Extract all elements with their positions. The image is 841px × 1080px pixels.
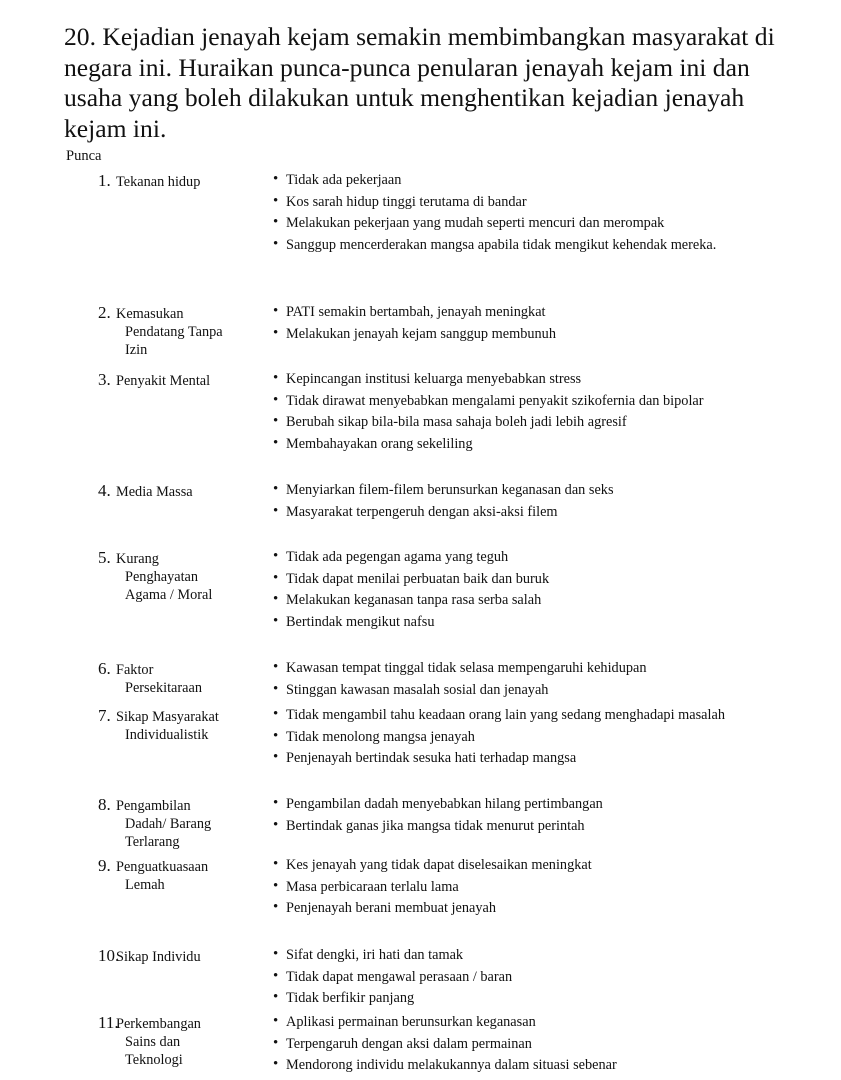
bullet-point: • PATI semakin bertambah, jenayah meningkat — [273, 303, 556, 325]
bullet-point: • Tidak ada pekerjaan — [273, 171, 716, 193]
cause-title-line: Kemasukan — [116, 306, 184, 322]
cause-points — [273, 795, 603, 838]
bullet-point: • Berubah sikap bila-bila masa sahaja boleh jadi lebih agresif — [273, 413, 704, 435]
bullet-point: • Kos sarah hidup tinggi terutama di bandar — [273, 193, 716, 215]
item-number: 2. — [98, 303, 111, 322]
cause-title-line: Lemah — [125, 877, 165, 893]
cause-points — [273, 548, 549, 634]
cause-points — [273, 946, 512, 1011]
bullet-point: • Melakukan jenayah kejam sanggup membunuh — [273, 325, 556, 347]
bullet-point: • Tidak dapat mengawal perasaan / baran — [273, 968, 512, 990]
cause-points — [273, 171, 716, 257]
item-number: 1. — [98, 171, 111, 190]
bullet-point: • Masa perbicaraan terlalu lama — [273, 878, 592, 900]
bullet-point: • Tidak menolong mangsa jenayah — [273, 728, 725, 750]
bullet-point: • Bertindak ganas jika mangsa tidak menurut perintah — [273, 817, 603, 839]
cause-title-line: Sains dan — [125, 1034, 181, 1050]
cause-title-line: Penguatkuasaan — [116, 859, 209, 875]
bullet-point: • Mendorong individu melakukannya dalam situasi sebenar — [273, 1056, 617, 1078]
bullet-point: • Tidak ada pegengan agama yang teguh — [273, 548, 549, 570]
bullet-point: • Masyarakat terpengeruh dengan aksi-aksi filem — [273, 503, 614, 525]
cause-title — [116, 483, 256, 501]
item-number: 10. — [98, 946, 120, 965]
cause-title-line: Teknologi — [125, 1052, 183, 1068]
bullet-point: • Stinggan kawasan masalah sosial dan jenayah — [273, 681, 647, 703]
cause-points — [273, 659, 647, 702]
item-number: 6. — [98, 659, 111, 678]
cause-title — [116, 173, 256, 191]
cause-title — [116, 948, 256, 966]
bullet-point: • Bertindak mengikut nafsu — [273, 613, 549, 635]
bullet-point: • Tidak berfikir panjang — [273, 989, 512, 1011]
bullet-point: • Penjenayah bertindak sesuka hati terhadap mangsa — [273, 749, 725, 771]
bullet-point: • Penjenayah berani membuat jenayah — [273, 899, 592, 921]
cause-points — [273, 1013, 617, 1078]
bullet-point: • Aplikasi permainan berunsurkan keganasan — [273, 1013, 617, 1035]
cause-title-line: Pengambilan — [116, 798, 191, 814]
cause-title-line: Sikap Individu — [116, 949, 201, 965]
cause-title-line: Penghayatan — [125, 569, 199, 585]
cause-title-line: Penyakit Mental — [116, 373, 211, 389]
cause-points — [273, 370, 704, 456]
cause-title-line: Faktor — [116, 662, 154, 678]
cause-title-line: Persekitaraan — [125, 680, 203, 696]
bullet-point: • Tidak dirawat menyebabkan mengalami penyakit szikofernia dan bipolar — [273, 392, 704, 414]
bullet-point: • Kepincangan institusi keluarga menyebabkan stress — [273, 370, 704, 392]
cause-points — [273, 303, 556, 346]
cause-title-line: Izin — [125, 342, 148, 358]
cause-title-line: Agama / Moral — [125, 587, 213, 603]
cause-title — [116, 550, 256, 604]
item-number: 7. — [98, 706, 111, 725]
bullet-point: • Kes jenayah yang tidak dapat diselesaikan meningkat — [273, 856, 592, 878]
cause-title-line: Dadah/ Barang — [125, 816, 212, 832]
cause-title-line: Media Massa — [116, 484, 193, 500]
bullet-point: • Sifat dengki, iri hati dan tamak — [273, 946, 512, 968]
bullet-point: • Kawasan tempat tinggal tidak selasa mempengaruhi kehidupan — [273, 659, 647, 681]
section-label: Punca — [66, 148, 102, 164]
item-number: 9. — [98, 856, 111, 875]
item-number: 4. — [98, 481, 111, 500]
cause-title-line: Pendatang Tanpa — [125, 324, 223, 340]
cause-title — [116, 797, 256, 851]
cause-title-line: Kurang — [116, 551, 159, 567]
bullet-point: • Tidak dapat menilai perbuatan baik dan buruk — [273, 570, 549, 592]
cause-title — [116, 1015, 256, 1069]
bullet-point: • Tidak mengambil tahu keadaan orang lain yang sedang menghadapi masalah — [273, 706, 725, 728]
cause-title — [116, 305, 256, 359]
question-heading: 20. Kejadian jenayah kejam semakin membimbangkan masyarakat di negara ini. Huraikan punca-punca penularan jenayah kejam ini dan usaha yang boleh dilakukan untuk menghentikan kejadian jenayah kejam ini. — [64, 22, 775, 143]
cause-title — [116, 661, 256, 697]
bullet-point: • Terpengaruh dengan aksi dalam permainan — [273, 1035, 617, 1057]
cause-title-line: Terlarang — [125, 834, 180, 850]
item-number: 3. — [98, 370, 111, 389]
cause-title-line: Sikap Masyarakat — [116, 709, 219, 725]
cause-points — [273, 481, 614, 524]
bullet-point: • Melakukan pekerjaan yang mudah seperti mencuri dan merompak — [273, 214, 716, 236]
bullet-point: • Sanggup mencerderakan mangsa apabila tidak mengikut kehendak mereka. — [273, 236, 716, 258]
bullet-point: • Melakukan keganasan tanpa rasa serba salah — [273, 591, 549, 613]
bullet-point: • Membahayakan orang sekeliling — [273, 435, 704, 457]
item-number: 5. — [98, 548, 111, 567]
cause-title-line: Perkembangan — [116, 1016, 201, 1032]
bullet-point: • Pengambilan dadah menyebabkan hilang pertimbangan — [273, 795, 603, 817]
item-number: 11. — [98, 1013, 119, 1032]
cause-points — [273, 706, 725, 771]
cause-title-line: Individualistik — [125, 727, 209, 743]
cause-points — [273, 856, 592, 921]
cause-title — [116, 372, 256, 390]
cause-title — [116, 708, 256, 744]
cause-title — [116, 858, 256, 894]
item-number: 8. — [98, 795, 111, 814]
cause-title-line: Tekanan hidup — [116, 174, 201, 190]
bullet-point: • Menyiarkan filem-filem berunsurkan keganasan dan seks — [273, 481, 614, 503]
